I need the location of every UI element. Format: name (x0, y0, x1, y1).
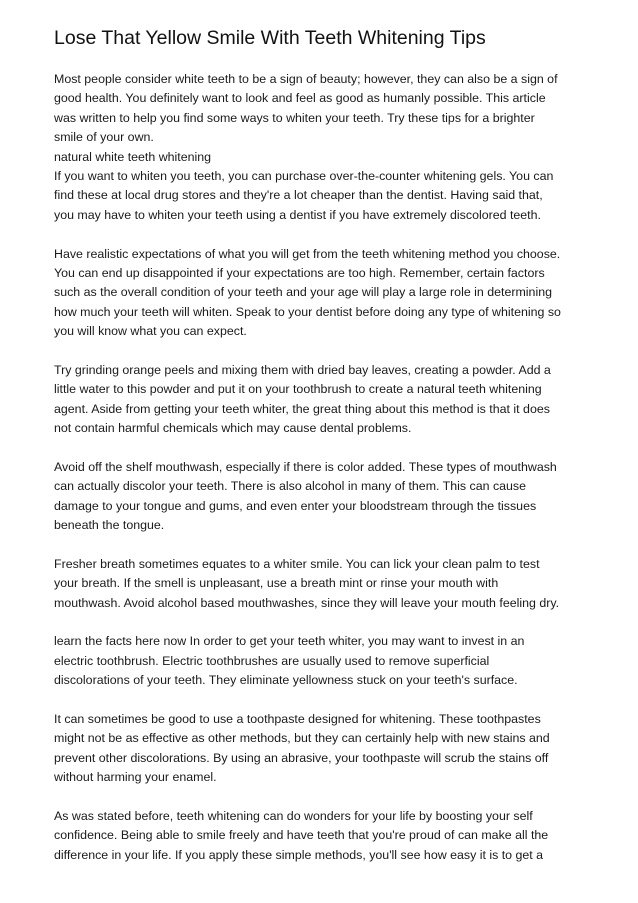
text-line: such as the overall condition of your teeth and your age will play a large role in determining (54, 285, 552, 300)
text-line: learn the facts here now In order to get your teeth whiter, you may want to invest in an (54, 634, 525, 649)
text-line: electric toothbrush. Electric toothbrushes are usually used to remove superficial (54, 653, 490, 668)
text-line: You can end up disappointed if your expectations are too high. Remember, certain factors (54, 265, 545, 280)
paragraph-toothpaste (54, 710, 598, 788)
paragraph-orange-peels (54, 361, 598, 439)
text-line: not contain harmful chemicals which may cause dental problems. (54, 421, 412, 436)
text-line: find these at local drug stores and they're a lot cheaper than the dentist. Having said that, (54, 188, 543, 203)
text-line: It can sometimes be good to use a toothpaste designed for whitening. These toothpastes (54, 711, 541, 726)
text-line: little water to this powder and put it on your toothbrush to create a natural teeth whitening (54, 382, 542, 397)
text-line: was written to help you find some ways to whiten your teeth. Try these tips for a brighter (54, 110, 535, 125)
paragraph-mouthwash (54, 458, 598, 536)
text-line: agent. Aside from getting your teeth whiter, the great thing about this method is that it does (54, 401, 550, 416)
text-line: you may have to whiten your teeth using a dentist if you have extremely discolored teeth. (54, 207, 541, 222)
text-line: might not be as effective as other methods, but they can certainly help with new stains and (54, 731, 550, 746)
text-line: As was stated before, teeth whitening can do wonders for your life by boosting your self (54, 808, 533, 823)
text-line: Try grinding orange peels and mixing them with dried bay leaves, creating a powder. Add a (54, 362, 551, 377)
text-line: Most people consider white teeth to be a sign of beauty; however, they can also be a sign of (54, 72, 558, 86)
paragraph-expectations (54, 245, 598, 342)
text-line: smile of your own. (54, 130, 154, 145)
text-line: how much your teeth will whiten. Speak to your dentist before doing any type of whitening so (54, 304, 561, 319)
text-line: discolorations of your teeth. They eliminate yellowness stuck on your teeth's surface. (54, 673, 518, 688)
text-line: mouthwash. Avoid alcohol based mouthwashes, since they will leave your mouth feeling dry. (54, 595, 560, 610)
text-line: your breath. If the smell is unpleasant, use a breath mint or rinse your mouth with (54, 576, 499, 591)
text-line: Fresher breath sometimes equates to a whiter smile. You can lick your clean palm to test (54, 556, 540, 571)
text-line: natural white teeth whitening (54, 149, 212, 164)
text-line: If you want to whiten you teeth, you can purchase over-the-counter whitening gels. You can (54, 168, 554, 183)
text-line: confidence. Being able to smile freely and have teeth that you're proud of can make all the (54, 828, 549, 843)
text-line: difference in your life. If you apply these simple methods, you'll see how easy it is to get a (54, 847, 544, 862)
paragraph-fresher-breath (54, 555, 598, 613)
text-line: Have realistic expectations of what you will get from the teeth whitening method you choose. (54, 246, 561, 261)
text-line: prevent other discolorations. By using an abrasive, your toothpaste will scrub the stains off (54, 750, 549, 765)
text-line: can actually discolor your teeth. There is also alcohol in many of them. This can cause (54, 479, 527, 494)
paragraph-conclusion (54, 807, 598, 865)
document-title: Lose That Yellow Smile With Teeth Whitening Tips (54, 27, 486, 49)
text-line: you will know what you can expect. (54, 324, 247, 339)
text-line: good health. You definitely want to look and feel as good as humanly possible. This article (54, 91, 546, 106)
text-line: Avoid off the shelf mouthwash, especially if there is color added. These types of mouthwash (54, 459, 557, 474)
paragraph-electric-toothbrush (54, 632, 598, 690)
text-line: damage to your tongue and gums, and even enter your bloodstream through the tissues (54, 498, 537, 513)
paragraph-intro (54, 70, 598, 225)
text-line: without harming your enamel. (54, 770, 217, 785)
text-line: beneath the tongue. (54, 517, 165, 532)
